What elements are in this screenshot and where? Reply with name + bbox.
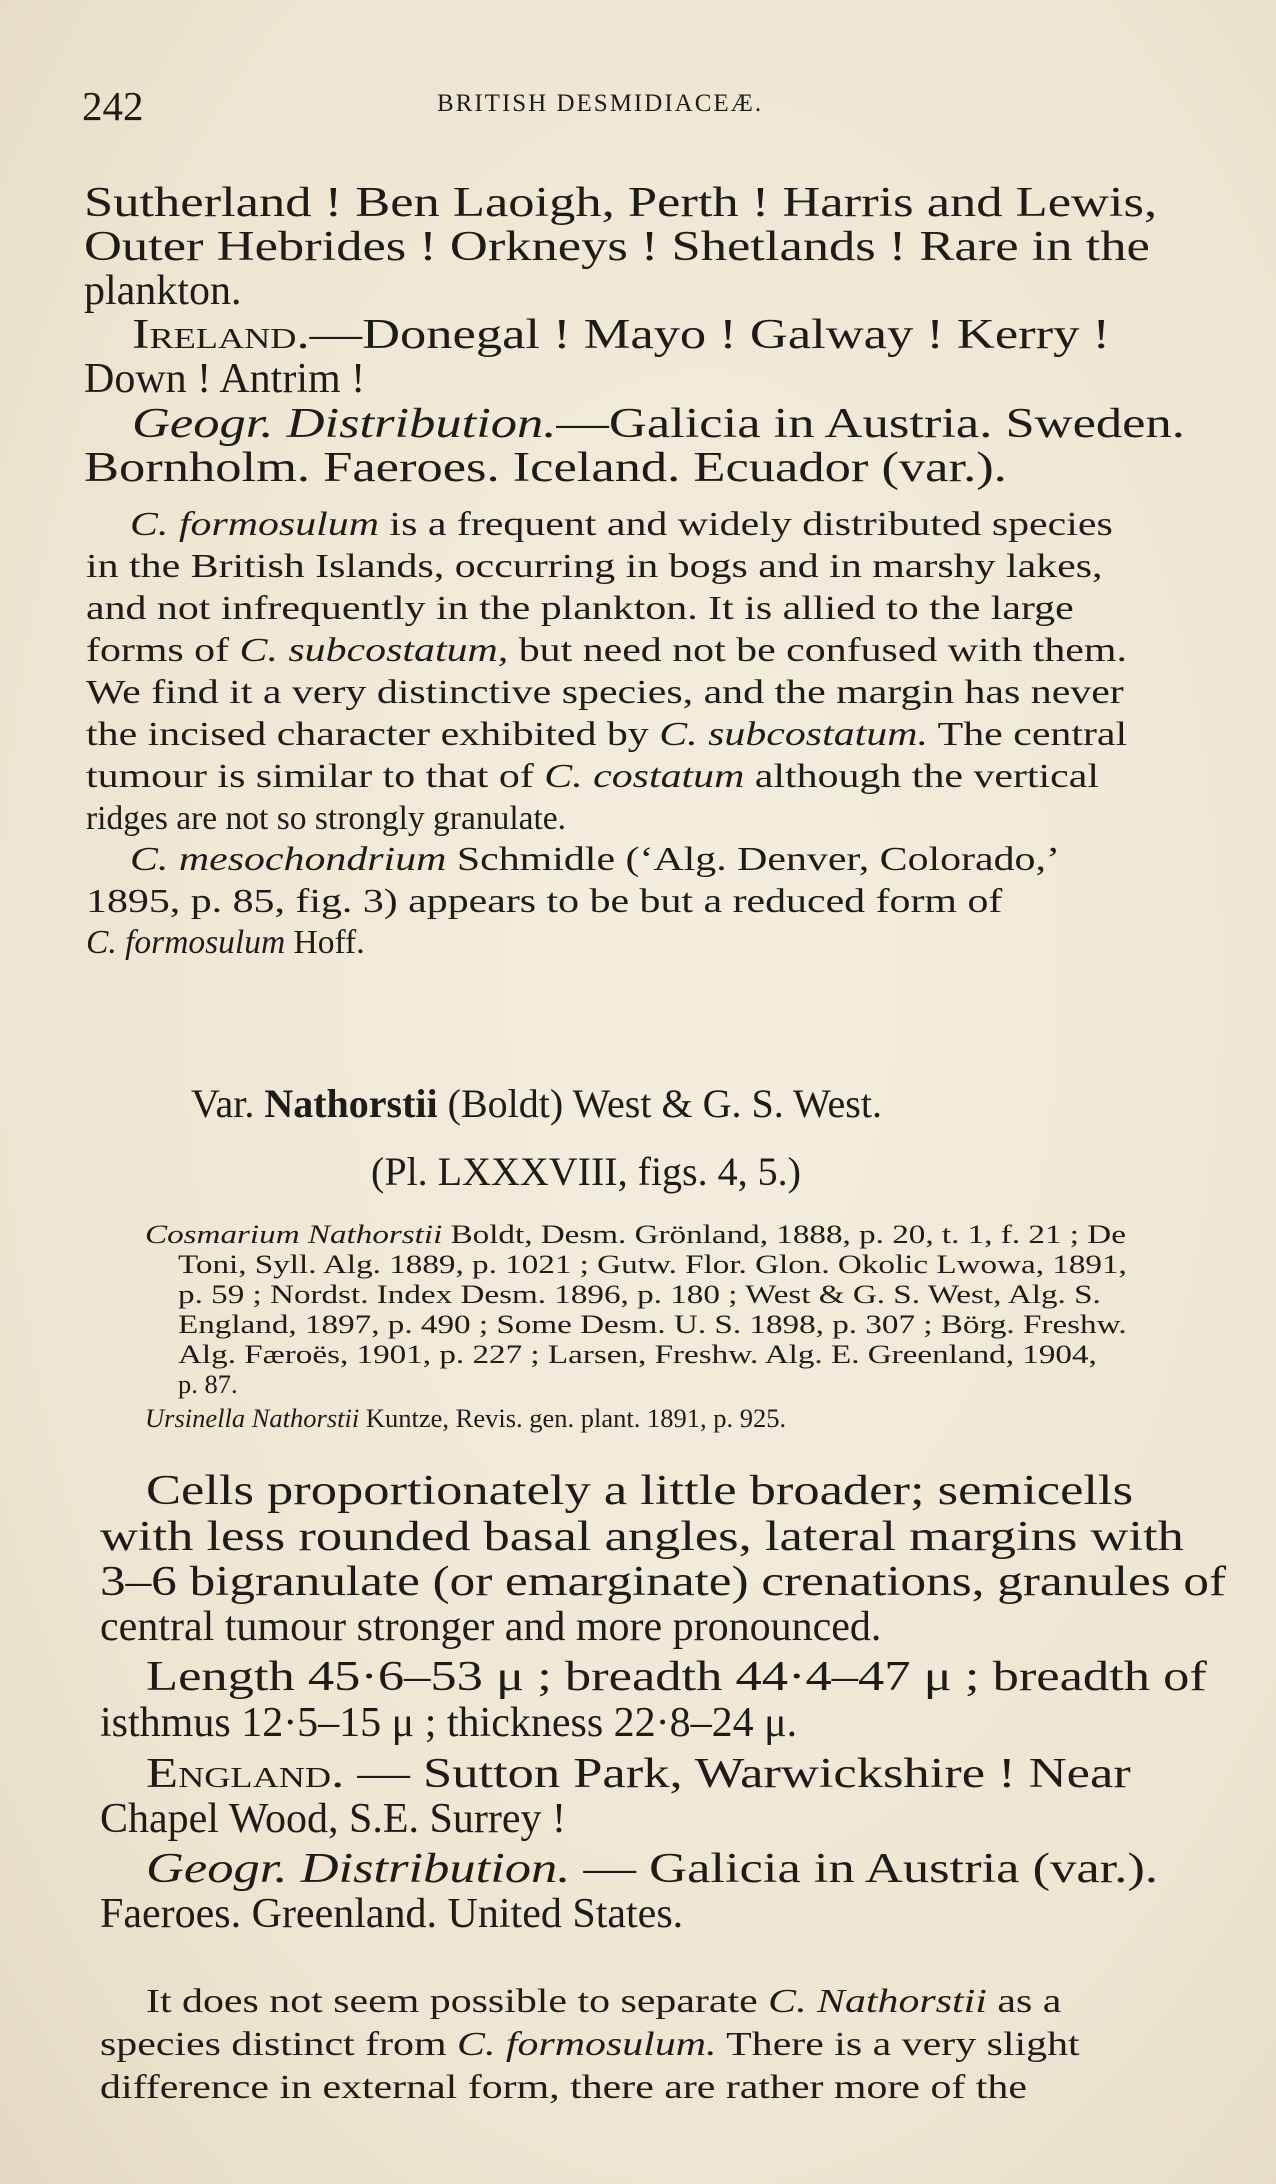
commentary-line [86,926,365,960]
text-run: C. formosulum. [457,2026,717,2063]
text-run: C. formosulum [86,924,286,961]
distribution-line [84,447,1007,489]
text-run: Schmidle (‘Alg. Denver, Colorado,’ [446,841,1060,878]
plate-reference [371,1149,801,1194]
commentary-line [86,885,1002,919]
commentary-line [86,550,1102,584]
synonymy-line [178,1251,1127,1278]
synonymy-line [178,1341,1097,1368]
text-run: species distinct from [100,2026,458,2063]
text-run: Toni, Syll. Alg. 1889, p. 1021 ; Gutw. Flor. Glon. Okolic Lwowa, 1891, [178,1249,1127,1279]
text-run: p. 87. [178,1369,238,1399]
description-line [100,1561,1226,1603]
synonymy-line [145,1221,1126,1248]
text-run: Cells proportionately a little broader; semicells [146,1468,1134,1514]
text-run: plankton. [84,268,242,314]
text-run: It does not seem possible to separate [146,1983,769,2020]
text-run: central tumour stronger and more pronounced. [100,1604,882,1650]
text-run: as a [986,1983,1062,2020]
commentary-line [86,718,1127,752]
paragraph-line [84,182,1157,224]
commentary-line [100,2028,1080,2062]
text-run: Hoff. [285,924,365,961]
distribution-line [100,1893,683,1935]
page-number: 242 [82,83,144,129]
text-run: England. [146,1751,345,1797]
text-run: England, 1897, p. 490 ; Some Desm. U. S. 1898, p. 307 ; Börg. Freshw. [178,1309,1127,1339]
text-run: tumour is similar to that of [86,758,545,795]
running-title: BRITISH DESMIDIACEÆ. [437,90,764,117]
page-header [82,82,1212,132]
text-run: There is a very slight [716,2026,1080,2063]
commentary-line [130,508,1113,542]
text-run: —Donegal ! Mayo ! Galway ! Kerry ! [309,312,1110,358]
text-run: Nathorstii [264,1081,438,1126]
measurement-line [146,1656,1207,1698]
synonymy-line [145,1405,786,1432]
variety-heading [191,1081,882,1126]
text-run: forms of [86,632,240,669]
synonymy-line [178,1371,238,1398]
text-run: Outer Hebrides ! Orkneys ! Shetlands ! Rare in the [84,224,1150,270]
text-run: Faeroes. Greenland. United States. [100,1891,684,1937]
text-run: in the British Islands, occurring in bogs and in marshy lakes, [86,548,1103,585]
description-line [146,1470,1133,1512]
location-line [100,1798,566,1840]
text-run: — Galicia in Austria (var.). [570,1846,1158,1892]
text-run: 3–6 bigranulate (or emarginate) crenations, granules of [100,1559,1227,1605]
text-run: We find it a very distinctive species, and the margin has never [86,674,1124,711]
text-run: C. formosulum [130,506,379,543]
text-run: Cosmarium Nathorstii [145,1219,443,1249]
text-run: C. Nathorstii [768,1983,987,2020]
location-line [84,358,365,400]
text-run: Length 45·6–53 μ ; breadth 44·4–47 μ ; breadth of [146,1654,1207,1700]
text-run: (Pl. LXXXVIII, figs. 4, 5.) [371,1149,801,1194]
text-run: isthmus 12·5–15 μ ; thickness 22·8–24 μ. [100,1700,798,1746]
text-run: Chapel Wood, S.E. Surrey ! [100,1796,566,1842]
text-run: Down ! Antrim ! [84,356,366,402]
text-run: ridges are not so strongly granulate. [86,800,567,837]
commentary-line [86,634,1127,668]
text-run: but need not be confused with them. [508,632,1127,669]
text-run: is a frequent and widely distributed species [378,506,1113,543]
text-run: Ireland. [132,312,310,358]
commentary-line [86,676,1124,710]
commentary-line [86,592,1074,626]
text-run: Ursinella Nathorstii [145,1403,360,1433]
description-line [100,1606,881,1648]
text-run: 1895, p. 85, fig. 3) appears to be but a reduced form of [86,883,1003,920]
text-run: Alg. Færoës, 1901, p. 227 ; Larsen, Freshw. Alg. E. Greenland, 1904, [178,1339,1097,1369]
synonymy-line [178,1281,1101,1308]
text-run: Var. [191,1081,265,1126]
text-run: Sutherland ! Ben Laoigh, Perth ! Harris and Lewis, [84,180,1158,226]
commentary-line [86,802,566,836]
text-run: Boldt, Desm. Grönland, 1888, p. 20, t. 1, f. 21 ; De [442,1219,1126,1249]
text-run: the incised character exhibited by [86,716,660,753]
text-run: — Sutton Park, Warwickshire ! Near [344,1751,1131,1797]
text-run: (Boldt) West & G. S. West. [437,1081,882,1126]
text-run: Bornholm. Faeroes. Iceland. Ecuador (var.). [84,445,1007,491]
text-run: difference in external form, there are rather more of the [100,2069,1027,2106]
location-line [146,1753,1131,1795]
paragraph-line [84,270,241,312]
text-run: C. subcostatum. [659,716,928,753]
commentary-line [146,1985,1061,2019]
distribution-line [132,403,1185,445]
text-run: Geogr. Distribution. [146,1846,571,1892]
commentary-line [86,760,1099,794]
text-run: and not infrequently in the plankton. It is allied to the large [86,590,1074,627]
text-run: although the vertical [744,758,1100,795]
commentary-line [130,843,1060,877]
distribution-line [146,1848,1158,1890]
text-run: C. costatum [544,758,745,795]
text-run: C. subcostatum, [239,632,509,669]
paragraph-line [84,226,1150,268]
text-run: C. mesochondrium [130,841,447,878]
measurement-line [100,1702,797,1744]
text-run: with less rounded basal angles, lateral margins with [100,1514,1184,1560]
commentary-line [100,2071,1027,2105]
description-line [100,1516,1184,1558]
location-line [132,314,1110,356]
text-run: Kuntze, Revis. gen. plant. 1891, p. 925. [359,1403,787,1433]
synonymy-line [178,1311,1127,1338]
text-run: Geogr. Distribution. [132,401,557,447]
text-run: —Galicia in Austria. Sweden. [556,401,1185,447]
text-run: The central [927,716,1128,753]
text-run: p. 59 ; Nordst. Index Desm. 1896, p. 180 ; West & G. S. West, Alg. S. [178,1279,1101,1309]
